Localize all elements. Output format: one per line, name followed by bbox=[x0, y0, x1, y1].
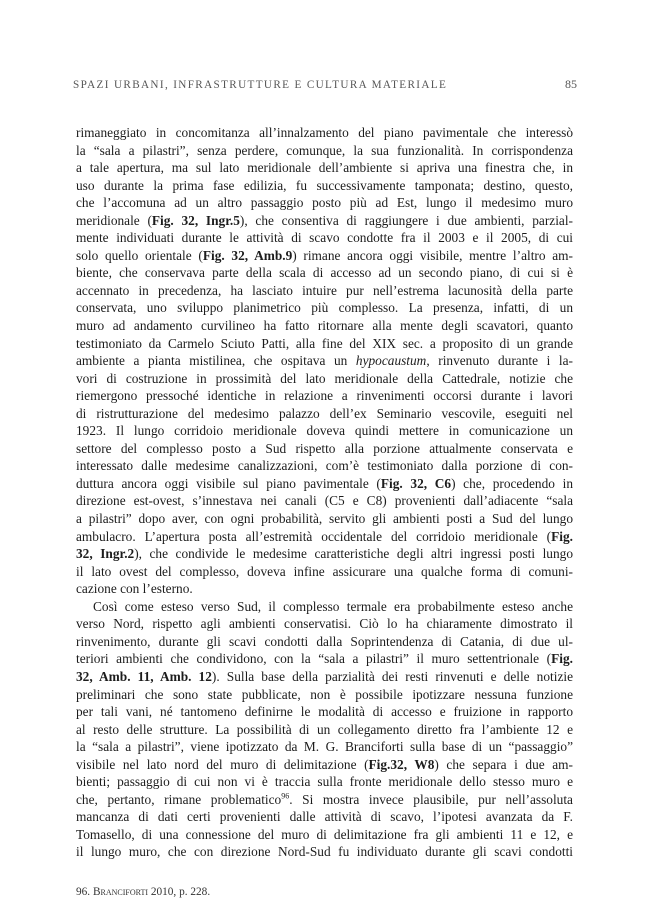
figure-reference: Fig. 32, C6 bbox=[380, 475, 452, 491]
body-text bbox=[76, 124, 573, 861]
text-run: vori di costruzione in prossimità del lato meridionale della Cattedrale, notizie che bbox=[76, 370, 573, 386]
text-line bbox=[76, 264, 573, 282]
text-run: conservata, uno sviluppo planimetrico più complesso. La presenza, infatti, di un bbox=[76, 300, 573, 316]
text-run: che, pertanto, rimane problematico bbox=[76, 791, 282, 807]
figure-reference: Fig. 32, Ingr.5 bbox=[151, 212, 240, 228]
figure-reference: Fig. 32, Amb.9 bbox=[202, 247, 293, 263]
figure-reference: Fig. bbox=[551, 528, 573, 544]
text-line bbox=[76, 299, 573, 317]
text-run: ), che consentiva di raggiungere i due ambienti, parzial- bbox=[239, 212, 573, 228]
running-header bbox=[73, 77, 577, 92]
text-line bbox=[76, 387, 573, 405]
text-run: . Si mostra invece plausibile, pur nell’assoluta bbox=[289, 791, 573, 807]
text-line bbox=[76, 808, 573, 826]
footnote-marker: 96 bbox=[281, 791, 290, 801]
figure-reference: 32, Ingr.2 bbox=[76, 546, 135, 562]
text-run: verso Nord, rispetto agli ambienti conservatisi. Ciò lo ha chiaramente dimostrato il bbox=[76, 616, 573, 632]
text-line bbox=[76, 703, 573, 721]
text-line bbox=[76, 650, 573, 668]
footnote-96 bbox=[76, 886, 210, 898]
text-run: biente, che conservava parte della scala di accesso ad un secondo piano, di cui si è bbox=[76, 265, 573, 281]
text-line bbox=[76, 721, 573, 739]
text-line bbox=[76, 826, 573, 844]
text-run: il lato ovest del complesso, doveva infine assicurare una qualche forma di comuni- bbox=[76, 563, 573, 579]
text-line bbox=[76, 615, 573, 633]
text-run: al resto delle strutture. La possibilità di un collegamento diretto fra l’ambiente 12 e bbox=[76, 721, 573, 737]
text-run: uso durante la prima fase edilizia, fu successivamente tamponata; destino, questo, bbox=[76, 177, 573, 193]
text-run: il lungo muro, che con direzione Nord-Sud fu individuato durante gli scavi condotti bbox=[76, 844, 573, 860]
text-run: ) che separa i due am- bbox=[434, 756, 573, 772]
text-line bbox=[76, 791, 573, 809]
text-line bbox=[76, 457, 573, 475]
text-run: testimoniato da Carmelo Sciuto Patti, alla fine del XIX sec. a proposito di un grande bbox=[76, 335, 573, 351]
running-title: SPAZI URBANI, INFRASTRUTTURE E CULTURA MATERIALE bbox=[73, 79, 448, 91]
text-line bbox=[76, 475, 573, 493]
text-line bbox=[76, 282, 573, 300]
text-run: accennato in precedenza, ha lasciato intuire pur nell’estrema lacunosità della parte bbox=[76, 282, 573, 298]
text-line bbox=[76, 510, 573, 528]
text-line bbox=[76, 563, 573, 581]
text-line bbox=[76, 773, 573, 791]
text-run: mancanza di dati certi provenienti dalle attività di scavo, l’ipotesi avanzata da F. bbox=[76, 809, 573, 825]
text-run: ) rimane ancora oggi visibile, mentre l’altro am- bbox=[292, 247, 573, 263]
text-line bbox=[76, 177, 573, 195]
text-line bbox=[76, 247, 573, 265]
text-line bbox=[76, 159, 573, 177]
text-run: interessato dalle medesime canalizzazioni, com’è testimoniato dalla porzione di con- bbox=[76, 458, 573, 474]
text-run: che l’accomuna ad un altro passaggio posto più ad Est, lungo il medesimo muro bbox=[76, 195, 573, 211]
text-line bbox=[76, 598, 573, 616]
text-run: , rinvenuto durante i la- bbox=[426, 353, 573, 369]
text-line bbox=[76, 756, 573, 774]
footnote-author: Branciforti bbox=[92, 886, 149, 898]
text-line bbox=[76, 142, 573, 160]
text-line bbox=[76, 738, 573, 756]
text-run: riemergono pressoché identiche in relazione a rinvenimenti occorsi durante i lavori bbox=[76, 388, 573, 404]
text-run: duttura ancora oggi visibile sul piano pavimentale ( bbox=[76, 475, 381, 491]
text-run: 1923. Il lungo corridoio meridionale doveva quindi mettere in comunicazione un bbox=[76, 423, 573, 439]
text-line bbox=[76, 440, 573, 458]
text-run: muro ad andamento curvilineo ha fatto ritornare alla mente degli scavatori, quanto bbox=[76, 318, 573, 334]
footnote-citation: 2010, p. 228. bbox=[148, 886, 211, 898]
text-run: ambiente a pianta mistilinea, che ospitava un bbox=[76, 353, 356, 369]
text-run: mente individuati durante le attività di scavo condotte fra il 2003 e il 2005, di cui bbox=[76, 230, 573, 246]
text-run: solo quello orientale ( bbox=[76, 247, 203, 263]
text-line bbox=[76, 352, 573, 370]
text-run: meridionale ( bbox=[76, 212, 152, 228]
text-run: ambulacro. L’apertura posta all’estremità occidentale del corridoio meridionale ( bbox=[76, 528, 552, 544]
page-number: 85 bbox=[565, 77, 577, 91]
text-run: di ristrutturazione del medesimo palazzo dell’ex Seminario vescovile, eseguiti nel bbox=[76, 405, 573, 421]
text-run: settore del complesso posto a Sud rispetto alla porzione attualmente conservata e bbox=[76, 440, 573, 456]
text-line bbox=[76, 843, 573, 861]
text-run: cazione con l’esterno. bbox=[76, 581, 193, 597]
text-line bbox=[76, 528, 573, 546]
text-line bbox=[76, 317, 573, 335]
text-run: Tomasello, di una connessione del muro di delimitazione fra gli ambienti 11 e 12, e bbox=[76, 826, 573, 842]
text-run: ). Sulla base della parzialità dei resti rinvenuti e delle notizie bbox=[211, 668, 573, 684]
text-run: rimaneggiato in concomitanza all’innalzamento del piano pavimentale che interessò bbox=[76, 125, 573, 140]
figure-reference: Fig. bbox=[551, 651, 573, 667]
text-line bbox=[76, 124, 573, 142]
text-line bbox=[76, 545, 573, 563]
italic-term: hypocaustum bbox=[355, 353, 427, 369]
figure-reference: Fig.32, W8 bbox=[368, 756, 435, 772]
text-line bbox=[76, 405, 573, 423]
text-run: direzione est-ovest, s’innestava nei canali (C5 e C8) provenienti dall’adiacente “sala bbox=[76, 493, 573, 509]
text-line bbox=[76, 194, 573, 212]
figure-reference: 32, Amb. 11, Amb. 12 bbox=[76, 668, 212, 684]
text-run: bienti; passaggio di cui non vi è traccia sulla fronte meridionale dello stesso muro e bbox=[76, 774, 573, 790]
text-line bbox=[76, 686, 573, 704]
text-run: a pilastri” dopo aver, con ogni probabilità, servito gli ambienti posti a Sud del lungo bbox=[76, 511, 573, 527]
text-line bbox=[76, 370, 573, 388]
text-line bbox=[76, 668, 573, 686]
text-run: la “sala a pilastri”, viene ipotizzato da M. G. Branciforti sulla base di un “passaggio” bbox=[76, 739, 573, 755]
text-run: Così come esteso verso Sud, il complesso termale era probabilmente esteso anche bbox=[93, 598, 573, 614]
text-line bbox=[76, 335, 573, 353]
text-line bbox=[76, 229, 573, 247]
text-run: ), che condivide le medesime caratteristiche degli altri ingressi posti lungo bbox=[134, 546, 573, 562]
text-run: teriori ambienti che condividono, con la “sala a pilastri” il muro settentrionale ( bbox=[76, 651, 552, 667]
text-line bbox=[76, 212, 573, 230]
text-run: la “sala a pilastri”, senza perdere, comunque, la sua funzionalità. In corrispondenza bbox=[76, 142, 573, 158]
text-line bbox=[76, 492, 573, 510]
text-run: ) che, procedendo in bbox=[451, 475, 573, 491]
text-run: rinvenimento, durante gli scavi condotti dalla Soprintendenza di Catania, di due ul- bbox=[76, 633, 573, 649]
footnote-number: 96. bbox=[76, 886, 91, 898]
text-run: preliminari che sono state pubblicate, non è possibile ipotizzare nessuna funzione bbox=[76, 686, 573, 702]
text-run: a tale apertura, ma sul lato meridionale dell’ambiente si apriva una finestra che, in bbox=[76, 160, 573, 176]
text-run: visibile nel lato nord del muro di delimitazione ( bbox=[76, 756, 369, 772]
text-line bbox=[76, 422, 573, 440]
text-run: per tali vani, né tantomeno definirne le modalità di accesso e fruizione in rapporto bbox=[76, 704, 573, 720]
text-line bbox=[76, 580, 573, 598]
text-line bbox=[76, 633, 573, 651]
